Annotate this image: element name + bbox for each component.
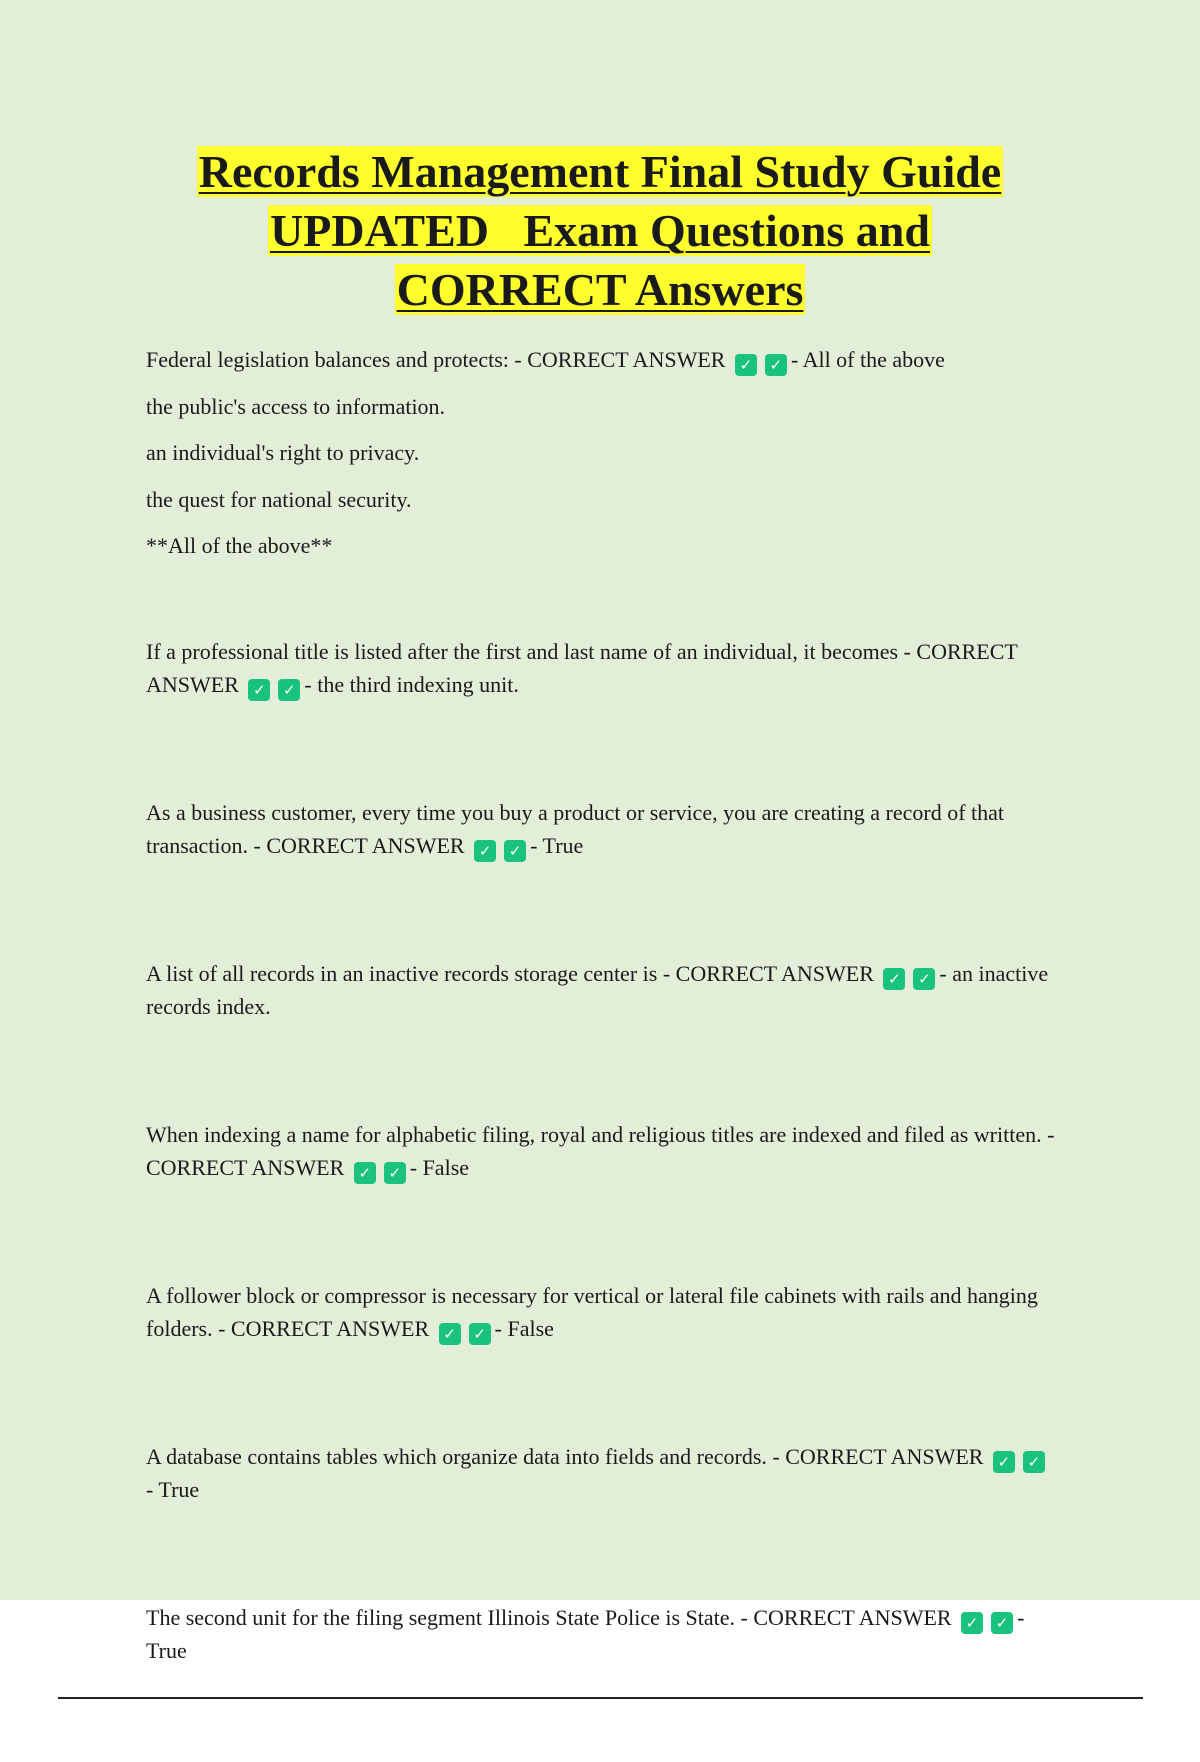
question-block	[146, 957, 1066, 1023]
answer-text: - True	[146, 1476, 200, 1502]
question-block	[146, 1279, 1066, 1345]
answer-text: - an inactive records index.	[146, 960, 1049, 1019]
question-text: The second unit for the filing segment Illinois State Police is State. -	[146, 1604, 754, 1630]
check-mark-icon: ✓	[735, 354, 757, 376]
question-text: Federal legislation balances and protects: - CORRECT ANSWER ✓ ✓ - All of the above	[146, 347, 945, 374]
check-mark-icon: ✓	[248, 679, 270, 701]
question-text: A follower block or compressor is necessary for vertical or lateral file cabinets with rails and hanging folders. -	[146, 1282, 1038, 1341]
answer-marker: CORRECT ANSWER	[675, 960, 874, 986]
option-text: **All of the above**	[146, 533, 333, 558]
answer-marker: CORRECT ANSWER	[753, 1604, 952, 1630]
qa-list	[146, 635, 1066, 1667]
check-mark-icon: ✓	[883, 968, 905, 990]
check-mark-icon: ✓	[913, 968, 935, 990]
check-mark-icon: ✓	[439, 1323, 461, 1345]
check-mark-icon: ✓	[278, 679, 300, 701]
footer-divider	[58, 1697, 1143, 1699]
check-mark-icon: ✓	[961, 1612, 983, 1634]
question-text: If a professional title is listed after the first and last name of an individual, it becomes -	[146, 638, 917, 664]
answer-text: - All of the above	[790, 347, 945, 372]
option-text: the public's access to information.	[146, 393, 446, 419]
check-mark-icon: ✓	[469, 1323, 491, 1345]
question-block	[146, 635, 1066, 701]
title-line: Records Management Final Study Guide	[198, 146, 1002, 197]
answer-text: - True	[146, 1604, 1025, 1663]
check-mark-icon: ✓	[504, 840, 526, 862]
question-block	[146, 796, 1066, 862]
question-block	[146, 1601, 1066, 1667]
answer-marker: CORRECT ANSWER	[785, 1443, 984, 1469]
check-mark-icon: ✓	[765, 354, 787, 376]
check-mark-icon: ✓	[993, 1451, 1015, 1473]
answer-marker: CORRECT ANSWER	[230, 1315, 430, 1341]
answer-text: - the third indexing unit.	[304, 671, 519, 697]
question-text: As a business customer, every time you buy a product or service, you are creating a record of that transaction. -	[146, 799, 1005, 858]
answer-text: - False	[409, 1154, 470, 1180]
option-text: the quest for national security.	[146, 486, 412, 512]
answer-text: - True	[530, 832, 584, 858]
title-line: CORRECT Answers	[396, 264, 804, 315]
question-block	[146, 1440, 1066, 1506]
check-mark-icon: ✓	[354, 1162, 376, 1184]
question-text: A database contains tables which organize data into fields and records. -	[146, 1443, 786, 1469]
question-text: A list of all records in an inactive records storage center is -	[146, 960, 676, 986]
answer-text: - False	[494, 1315, 554, 1341]
page-title	[0, 142, 1200, 319]
question-block	[146, 1118, 1066, 1184]
answer-marker: CORRECT ANSWER	[146, 1154, 345, 1180]
check-mark-icon: ✓	[991, 1612, 1013, 1634]
option-text: an individual's right to privacy.	[146, 440, 420, 465]
question-block	[146, 340, 1066, 573]
check-mark-icon: ✓	[384, 1162, 406, 1184]
check-mark-icon: ✓	[474, 840, 496, 862]
question-list	[146, 340, 1066, 1762]
title-line: UPDATED Exam Questions and	[270, 205, 930, 256]
answer-marker: CORRECT ANSWER	[146, 638, 1018, 697]
question-text: When indexing a name for alphabetic filing, royal and religious titles are indexed and filed as written. -	[146, 1121, 1055, 1147]
check-mark-icon: ✓	[1023, 1451, 1045, 1473]
answer-marker: CORRECT ANSWER	[266, 832, 465, 858]
